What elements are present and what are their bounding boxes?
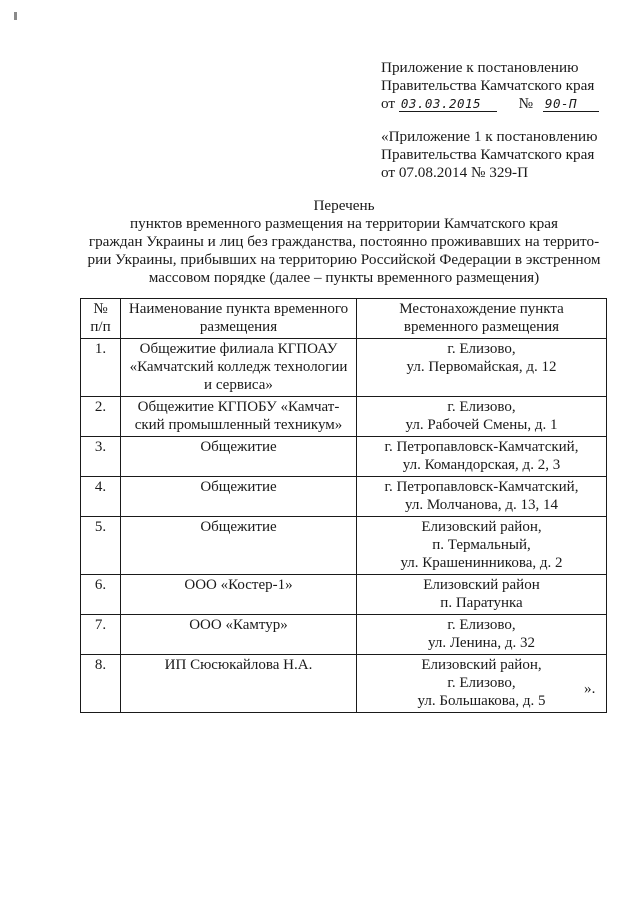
annex-original-header — [381, 128, 598, 182]
row-place-name — [121, 437, 357, 477]
row-place-name — [121, 615, 357, 655]
places-table — [80, 298, 607, 713]
document-subtitle-line: массовом порядке (далее – пункты временного размещения) — [148, 269, 540, 286]
place-name-line: Общежитие — [200, 479, 277, 495]
row-number: 1. — [81, 339, 121, 397]
header-location — [357, 299, 607, 339]
row-place-name — [121, 397, 357, 437]
table-row — [81, 339, 607, 397]
place-name-line: Общежитие — [200, 439, 277, 455]
place-name-line: ский промышленный техникум» — [134, 417, 343, 433]
row-number: 5. — [81, 517, 121, 575]
header-text: Наименование пункта временного — [128, 301, 349, 317]
location-line: Елизовский район, — [421, 519, 542, 535]
annex-date-line — [381, 95, 599, 113]
location-line: ул. Крашенинникова, д. 2 — [400, 555, 563, 571]
header-text: Местонахождение пункта — [399, 301, 564, 317]
closing-quote: ». — [584, 680, 596, 697]
annex-number-value: 90-П — [543, 97, 599, 112]
annex-line: Правительства Камчатского края — [381, 77, 595, 94]
header-text: № — [93, 301, 108, 317]
place-name-line: Общежитие КГПОБУ «Камчат- — [137, 399, 340, 415]
place-name-line: «Камчатский колледж технологии — [129, 359, 348, 375]
header-text: размещения — [199, 319, 278, 335]
row-location — [357, 575, 607, 615]
location-line: ул. Молчанова, д. 13, 14 — [405, 497, 558, 513]
table-row — [81, 397, 607, 437]
header-text: п/п — [90, 319, 111, 335]
document-subtitle-line: пунктов временного размещения на территории Камчатского края — [130, 215, 558, 232]
row-location — [357, 477, 607, 517]
row-place-name — [121, 517, 357, 575]
table-row — [81, 517, 607, 575]
row-location — [357, 397, 607, 437]
header-text: временного размещения — [403, 319, 560, 335]
row-place-name — [121, 339, 357, 397]
row-location — [357, 437, 607, 477]
document-subtitle-line: граждан Украины и лиц без гражданства, постоянно проживавших на террито- — [88, 233, 600, 250]
document-title: Перечень — [313, 197, 375, 214]
annex-original-line: «Приложение 1 к постановлению — [381, 128, 598, 145]
row-number: 7. — [81, 615, 121, 655]
annex-original-line: Правительства Камчатского края — [381, 146, 595, 163]
location-line: г. Елизово, — [447, 675, 516, 691]
location-line: г. Елизово, — [447, 617, 516, 633]
place-name-line: ООО «Камтур» — [189, 617, 288, 633]
row-location — [357, 517, 607, 575]
row-location — [357, 615, 607, 655]
row-place-name — [121, 575, 357, 615]
annex-line: Приложение к постановлению — [381, 59, 579, 76]
place-name-line: ИП Сюсюкайлова Н.А. — [164, 657, 313, 673]
document-subtitle-line: рии Украины, прибывших на территорию Российской Федерации в экстренном — [87, 251, 601, 268]
table-body — [81, 339, 607, 713]
location-line: п. Паратунка — [440, 595, 523, 611]
place-name-line: и сервиса» — [204, 377, 273, 393]
row-location — [357, 655, 607, 713]
place-name-line: ООО «Костер-1» — [184, 577, 293, 593]
location-line: г. Петропавловск-Камчатский, — [384, 439, 579, 455]
row-place-name — [121, 655, 357, 713]
location-line: г. Елизово, — [447, 341, 516, 357]
table-row — [81, 655, 607, 713]
document-title-block — [80, 197, 608, 287]
row-number: 4. — [81, 477, 121, 517]
row-location — [357, 339, 607, 397]
header-number — [81, 299, 121, 339]
table-row — [81, 477, 607, 517]
table-row — [81, 615, 607, 655]
location-line: Елизовский район — [423, 577, 540, 593]
row-number: 6. — [81, 575, 121, 615]
location-line: п. Термальный, — [432, 537, 531, 553]
location-line: Елизовский район, — [421, 657, 542, 673]
row-number: 2. — [81, 397, 121, 437]
location-line: ул. Ленина, д. 32 — [428, 635, 535, 651]
table-row — [81, 575, 607, 615]
annex-number-sign: № — [518, 95, 534, 112]
place-name-line: Общежитие филиала КГПОАУ — [139, 341, 338, 357]
location-line: г. Елизово, — [447, 399, 516, 415]
location-line: г. Петропавловск-Камчатский, — [384, 479, 579, 495]
row-number: 8. — [81, 655, 121, 713]
table-row — [81, 437, 607, 477]
table-header-row — [81, 299, 607, 339]
annex-original-line: от 07.08.2014 № 329-П — [381, 164, 529, 181]
row-place-name — [121, 477, 357, 517]
place-name-line: Общежитие — [200, 519, 277, 535]
annex-date-prefix: от — [381, 95, 396, 112]
location-line: ул. Большакова, д. 5 — [417, 693, 546, 709]
location-line: ул. Рабочей Смены, д. 1 — [405, 417, 558, 433]
annex-date-value: 03.03.2015 — [399, 97, 497, 112]
location-line: ул. Первомайская, д. 12 — [406, 359, 557, 375]
location-line: ул. Командорская, д. 2, 3 — [402, 457, 561, 473]
header-name — [121, 299, 357, 339]
scan-mark — [14, 12, 17, 20]
row-number: 3. — [81, 437, 121, 477]
annex-header — [381, 59, 599, 113]
